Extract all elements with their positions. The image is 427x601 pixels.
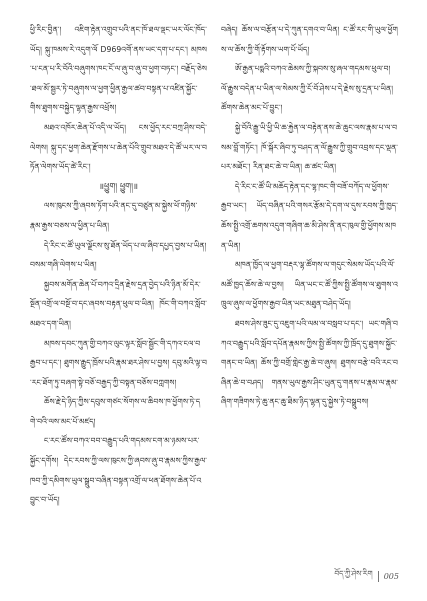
running-title: བོད་ཀྱི་ཤེས་རིག <box>334 569 373 578</box>
page-footer <box>334 566 399 587</box>
paragraph: མཁན་ཁྱོད་ལ་ཕྱག་བརྡར་ལྷ་ཚོགས་ལ་གདུང་སེམས་ཡོད་པའི་ལོ་མཚོ་ཁྱད་ཆོས་ཆེ་ལ་བྱས། ཡིན་ཡང་ང་ཚོ་ཀྱིས་སྤྱི་ཚོགས་ལ་ཐུགས་འཁྲུལ་ཞུས་ལ་ཕྱོགས་རྒྱབ་ཡིན་ཡང་མཐུན་བཤེད་ཡོད། <box>221 260 398 309</box>
paragraph: མཐའ་འཁོར་ཆེན་པོ་འདི་ལ་ཡོད། ངས་ཕྱོད་རང་བཀྲ་ཤིས་བདེ་ལེགས། སྐུ་དང་ཕྱག་ཆེན་རྫོགས་པ་ཆེན་པོའི་གྲུབ་མཐའ་དེ་ཚོ་ཡར་ལ་བཏོན་ལེགས་ཡོད་ཚེ་རིང་། <box>30 122 207 172</box>
paragraph: མཁས་དབང་ཀུན་གྱི་བཀའ་ལུང་ལྟར་སློབ་སྦྱོང་གི་དཀའ་ངལ་བརྒྱབ་པ་དང་། ཐུགས་རྒྱུད་ཁྲོས་པའི་རྣམ་ཐར་ཤེས་པ་བྱས། དབུ་མའི་ལྟ་བ་རང་ཐོག་ཏུ་བཞག་སྟེ་བཅོ་བརྒྱད་ཀྱི་བསྟན་བཅོས་བཀླགས། <box>30 338 207 387</box>
right-column <box>221 20 398 412</box>
paragraph: ཕྱི་རིང་བྱིན་། འཇིག་རྟེན་འགྲུབ་པའི་ནང་ཁོ་ཐལ་ལྡང་ཡར་ལོང་ཁོད་ཡོད། སྐུ་ཁམས་རེ་འདུག་ལོ D969འགོ་ནས་ཡང་དག་པ་དང་། མཁས་པ་ངན་པ་རི་བོའི་བཞུགས་ཁང་ངོ་ལ་ཞུ་བ་ཞུ་བ་ཕྱག་བཏང་། བརྗོད་ཅེས་ཐལ་མོ་སྦྱར་ཏེ་བཞུགས་ལ་ཕྱག་ཕྱིན་རྒྱལ་ཚབ་བསྟན་པ་འཛིན་སྐྱོང་གིས་ཐུགས་བསྐྱེད་ལྷན་རྒྱས་འཕྲོས། <box>30 25 207 113</box>
footer-divider <box>378 571 379 582</box>
paragraph: ཐབས་ཤེས་ཟུང་དུ་འཇུག་པའི་ལམ་ལ་བསླབ་པ་དང་། ཡང་གཞི་བཀའ་བརྒྱུད་པའི་སློབ་དཔོན་རྣམས་ཀྱིས་སྤྱི་ཚོགས་ཀྱི་ཁྲོད་དུ་ཐུགས་སྐྱོང་གནང་བ་ཡིན། ཆོས་ཀྱི་བགྲོ་གླེང་རྒྱ་ཆེ་བ་ཞུས། ཐུགས་བརྩེ་བའི་རང་བཞིན་ཆེ་བ་བཤད། གནས་ཡུལ་རྒྱས་ཤིང་ཡུན་དུ་གནས་པ་རྣམ་ལ་རྣམ་ཞིག་གཟིགས་ཏེ་ཆུ་ནང་ཆུ་ཐིམ་ཉིད་ལྷན་དུ་སྐྱེས་ཏེ་བསྒྲུབས། <box>221 318 398 407</box>
left-column <box>30 20 207 510</box>
paragraph: སྐྱེ་བོའི་རྒྱུ་ཡི་ཕྱི་ཡི་ཆ་རྐྱེན་ལ་བརྟེན་ནས་ཆེ་ཆུང་ལས་རྣམ་པ་ལ་བསམ་བློ་གཏོང་། ཁོ་སྐོར་ཞིབ་ཏུ་བཤད་ན་ལོ་རྒྱུས་ཀྱི་གྲུབ་འབྲས་དང་ལྡན་པར་མཐོང་། རིན་ཐང་ཆེ་བ་ཡིན། ཆ་ཚང་ཡིན། <box>221 122 398 172</box>
paragraph: སྐྱབས་མགོན་ཆེན་པོ་བཀའ་དྲིན་རྗེས་དྲན་བྱེད་པའི་ཉིན་མོ་དེར་སྔོན་འགྲོ་ལ་བསྔོ་བ་དང་ཞབས་བརྟན་ཕུལ་བ་ཡིན། ཁོང་གི་བཀའ་སློབ་མཐའ་དག་ཡིན། <box>30 279 207 328</box>
paragraph: ང་རང་ཚོས་བཀའ་བབ་བརྒྱུད་པའི་གདམས་ངག་མ་ཉམས་པར་སྐྱོང་དགོས། དེང་རབས་ཀྱི་ལས་ཁུངས་ཀྱི་ཞབས་ཞུ་བ་རྣམས་ཀྱིས་རྒྱལ་ཁབ་ཀྱི་དམིགས་ཡུལ་སྒྲུབ་བཞིན་བསྟན་འགྲོ་ལ་ཕན་ཐོགས་ཆེན་པོ་འབྱུང་བ་ཡོད། <box>30 436 207 505</box>
section-heading: ॥ཕྱུག། ཕྱུག།॥ <box>99 180 138 191</box>
paragraph: ཨོ་རྒྱན་པདྨའི་བཀའ་ཆེམས་ཀྱི་སྐབས་སུ་ཞལ་གདམས་ཕུལ་བ། ལོ་རྒྱུས་བདེན་པ་ཡིན་ལ་སེམས་ཀྱི་ངོ་བོ་ཤེས་པ་དེ་རྗེས་སུ་དྲན་པ་ཡིན། ཚོགས་ཆེན་མང་པོ་བྱུང་། <box>221 64 393 113</box>
page-number: 005 <box>383 572 399 581</box>
paragraph: ཆོས་རྗེ་དེ་ཉིད་ཀྱིས་དབུས་གཙང་སོགས་ལ་ཆིབས་ཁ་ཕྱོགས་ཏེ་དགེ་བའི་ལས་མང་པོ་མཛད། <box>30 397 201 426</box>
paragraph: དེ་རིང་ང་ཚོ་ཡུལ་ལྗོངས་སུ་ཐོན་ཡོད་པ་ལ་ཞིབ་དཔྱད་བྱས་པ་ཡིན། བསམ་གཞི་ལེགས་པ་ཡིན། <box>30 240 207 270</box>
paragraph: དེ་རིང་ང་ཚོ་ཡི་མཆོད་རྟེན་དང་ལྷ་ཁང་གི་བཟོ་བཀོད་ལ་ཕྱོགས་རྒྱབ་ཡང་། ཡོད་བཞིན་པའི་གསར་རྩོམ་དེ་དག་ལ་དུས་རབས་ཀྱི་ཁྱད་ཆོས་སྤྱི་འགྲོ་ཆགས་འདུག་གཞིག་ཆ་མི་ཤེས་ནི་ནང་ཁུལ་གྱི་ཕྱོགས་མཁན་ཡིན། <box>221 181 398 250</box>
paragraph: བཞེད། ཆོས་ལ་བརྩོན་པ་དེ་ཀུན་དགའ་བ་ཡིན། ང་ཚོ་རང་གི་ཡུལ་ཕྱོགས་ལ་ཆོས་ཀྱི་གོ་རྟོགས་ཡག་པོ་ཡོད། <box>221 25 398 54</box>
paragraph: ལས་ཁུངས་ཀྱི་ཞབས་ཏོག་པའི་ནང་དུ་བཙུན་མ་སྐྱེས་ཕོ་གཉིས་རྣམ་རྒྱས་བཅས་ལ་ཕྱིན་པ་ཡིན། <box>30 201 198 230</box>
